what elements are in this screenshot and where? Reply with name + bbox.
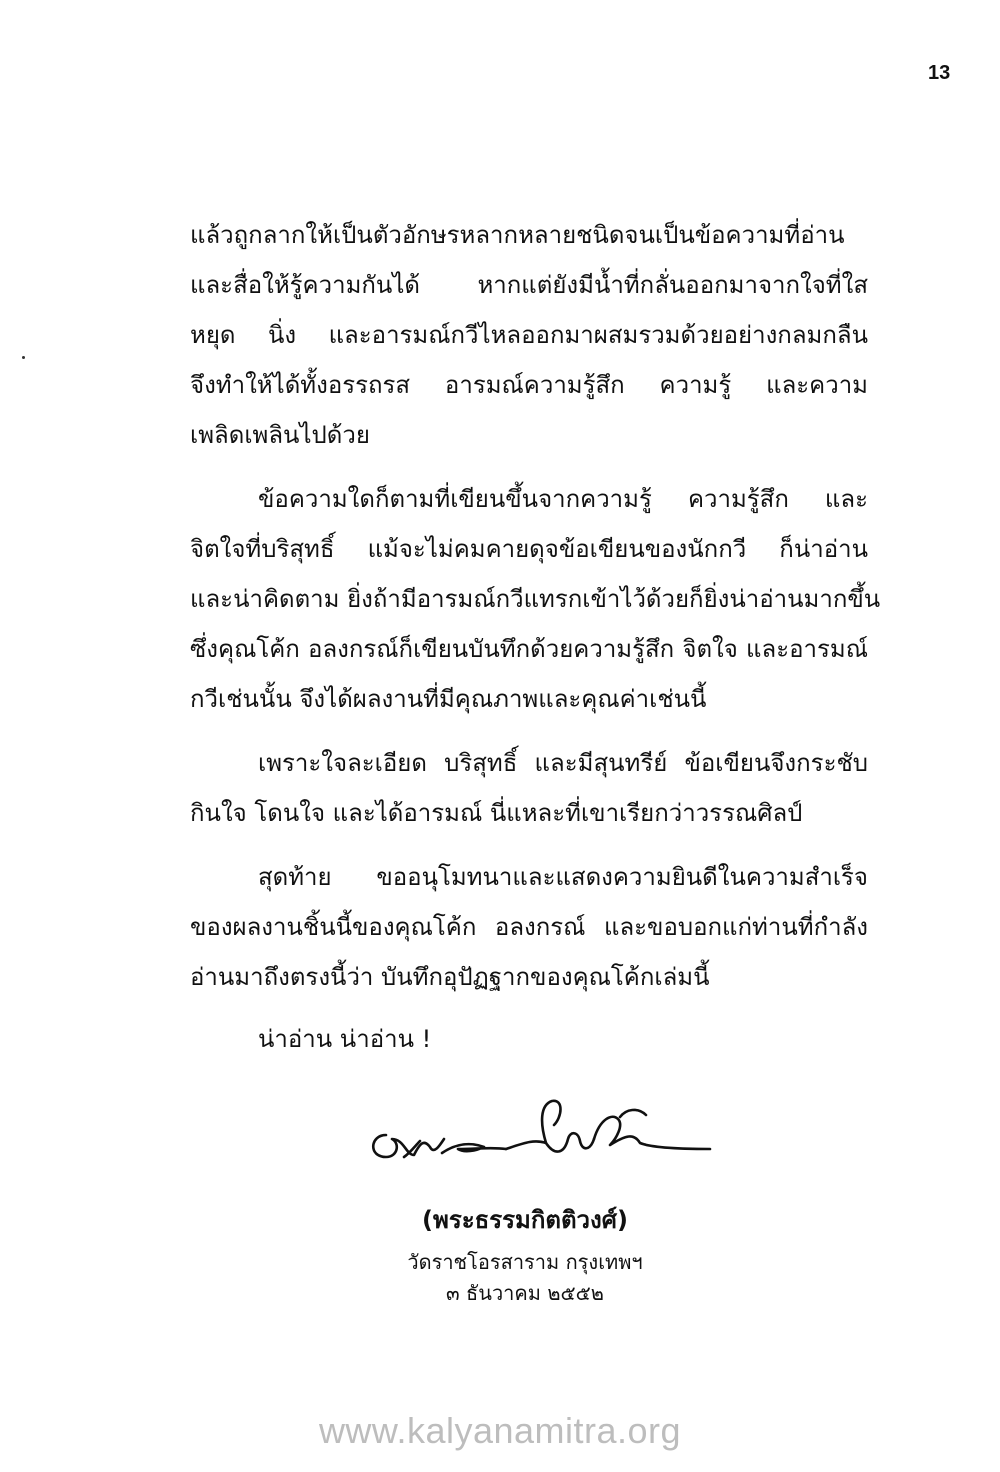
text-line: กวีเช่นนั้น จึงได้ผลงานที่มีคุณภาพและคุณค่าเช่นนี้ [190, 685, 707, 713]
text-line: เพลิดเพลินไปด้วย [190, 421, 370, 449]
text-line: ของผลงานชิ้นนี้ของคุณโค้ก อลงกรณ์ และขอบอกแก่ท่านที่กำลัง [190, 913, 868, 941]
signer-temple: วัดราชโอรสาราม กรุงเทพฯ [407, 1250, 643, 1274]
text-line: ข้อความใดก็ตามที่เขียนขึ้นจากความรู้ ความรู้สึก และ [258, 485, 868, 513]
page-number: 13 [928, 62, 951, 84]
text-line: และสื่อให้รู้ความกันได้ หากแต่ยังมีน้ำที่กลั่นออกมาจากใจที่ใส [190, 271, 868, 299]
text-line: และน่าคิดตาม ยิ่งถ้ามีอารมณ์กวีแทรกเข้าไว้ด้วยก็ยิ่งน่าอ่านมากขึ้น [190, 585, 881, 613]
text-line: จึงทำให้ได้ทั้งอรรถรส อารมณ์ความรู้สึก ความรู้ และความ [190, 371, 868, 399]
text-line: กินใจ โดนใจ และได้อารมณ์ นี่แหละที่เขาเรียกว่าวรรณศิลป์ [190, 799, 803, 827]
text-line: ซึ่งคุณโค้ก อลงกรณ์ก็เขียนบันทึกด้วยความรู้สึก จิตใจ และอารมณ์ [190, 635, 868, 663]
website-watermark: www.kalyanamitra.org [318, 1410, 682, 1451]
signer-name: (พระธรรมกิตติวงศ์) [422, 1206, 628, 1234]
text-line: น่าอ่าน น่าอ่าน ! [258, 1025, 432, 1053]
signer-date: ๓ ธันวาคม ๒๕๕๒ [446, 1281, 604, 1305]
text-line: จิตใจที่บริสุทธิ์ แม้จะไม่คมคายดุจข้อเขียนของนักกวี ก็น่าอ่าน [190, 535, 868, 563]
text-line: แล้วถูกลากให้เป็นตัวอักษรหลากหลายชนิดจนเป็นข้อความที่อ่าน [190, 221, 845, 249]
text-line: อ่านมาถึงตรงนี้ว่า บันทึกอุปัฏฐากของคุณโค้กเล่มนี้ [190, 963, 710, 991]
stray-mark [22, 356, 25, 359]
text-line: สุดท้าย ขออนุโมทนาและแสดงความยินดีในความสำเร็จ [258, 863, 868, 891]
text-line: หยุด นิ่ง และอารมณ์กวีไหลออกมาผสมรวมด้วยอย่างกลมกลืน [190, 321, 868, 349]
handwritten-signature [364, 1095, 714, 1175]
text-line: เพราะใจละเอียด บริสุทธิ์ และมีสุนทรีย์ ข้อเขียนจึงกระชับ [258, 749, 868, 777]
